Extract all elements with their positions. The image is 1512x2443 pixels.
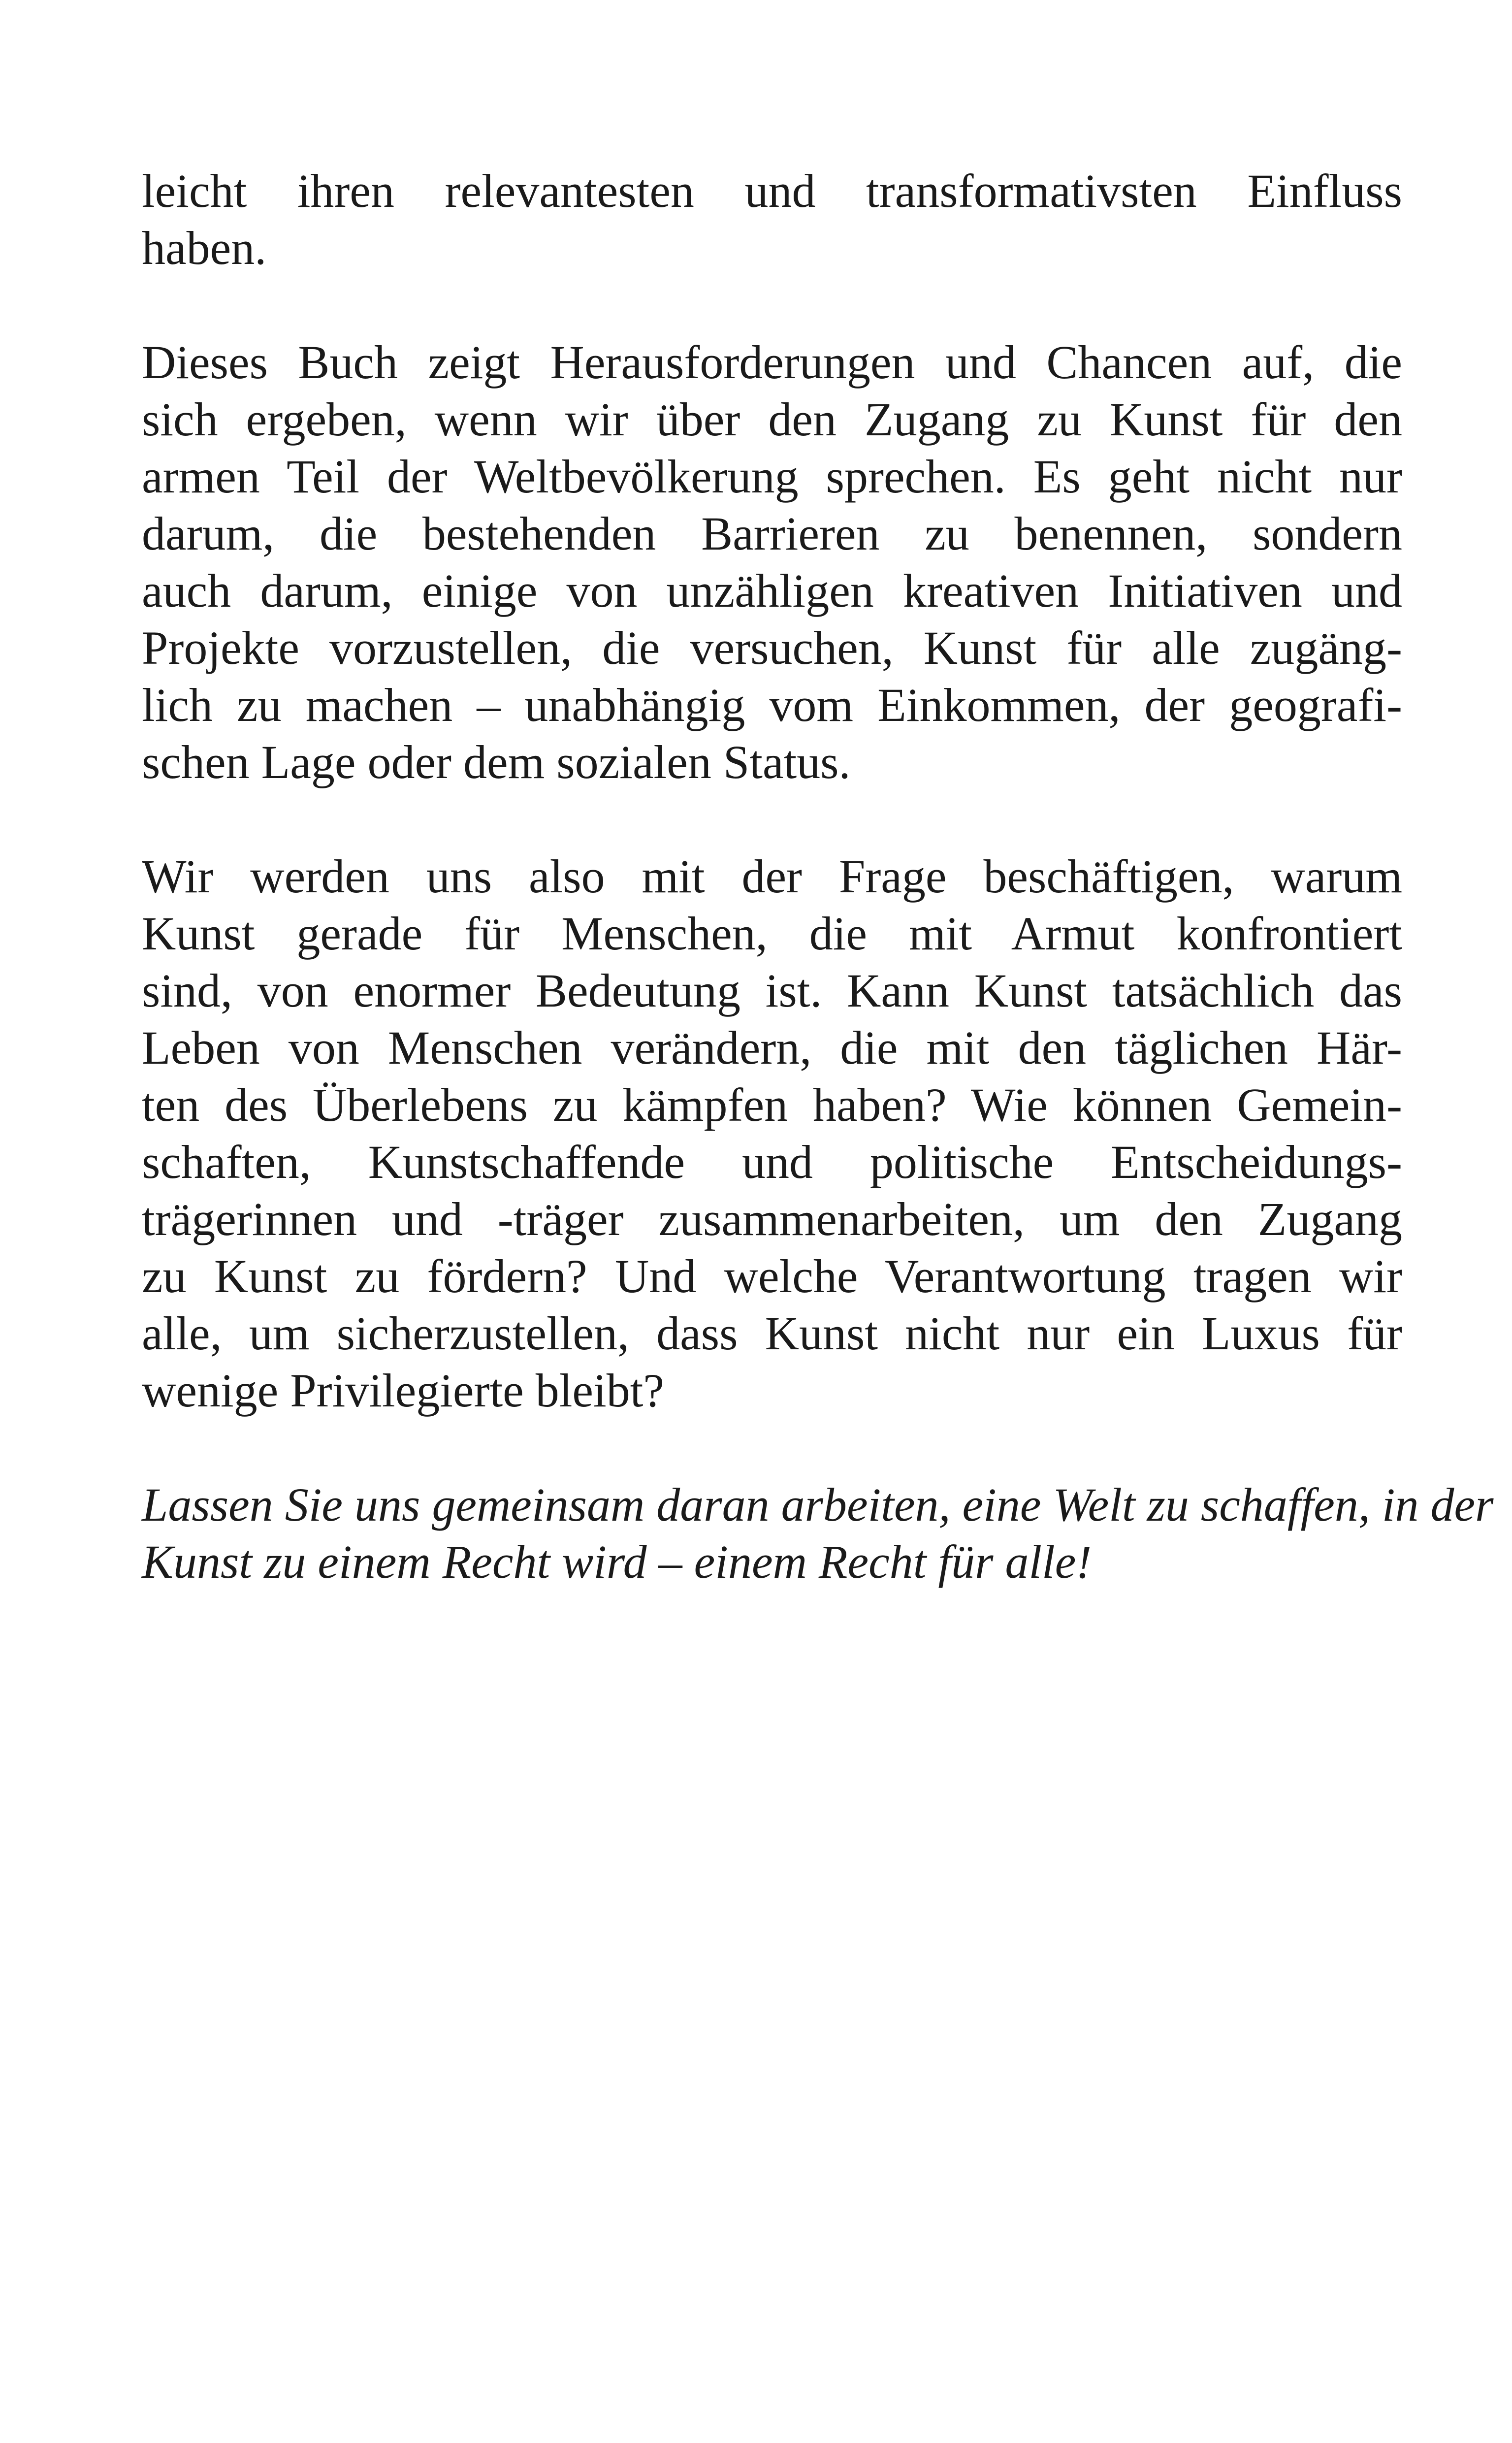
text-line: sich ergeben, wenn wir über den Zugang zu Kunst für den bbox=[142, 393, 1402, 446]
text-line: Kunst gerade für Menschen, die mit Armut konfrontiert bbox=[142, 907, 1402, 960]
text-line: trägerinnen und -träger zusammenarbeiten, um den Zugang bbox=[142, 1193, 1402, 1245]
text-line: auch darum, einige von unzähligen kreativen Initiativen und bbox=[142, 564, 1402, 617]
text-line: wenige Privilegierte bleibt? bbox=[142, 1364, 664, 1417]
text-line: ten des Überlebens zu kämpfen haben? Wie können Gemein- bbox=[142, 1078, 1402, 1131]
paragraph-2 bbox=[142, 334, 1402, 791]
body-text bbox=[142, 163, 1494, 1648]
text-line: Projekte vorzustellen, die versuchen, Kunst für alle zugäng- bbox=[142, 621, 1402, 674]
text-line: Kunst zu einem Recht wird – einem Recht für alle! bbox=[142, 1535, 1092, 1588]
text-line: Wir werden uns also mit der Frage beschäftigen, warum bbox=[142, 850, 1402, 903]
text-line: sind, von enormer Bedeutung ist. Kann Kunst tatsächlich das bbox=[142, 964, 1402, 1017]
text-line: Lassen Sie uns gemeinsam daran arbeiten, eine Welt zu schaffen, in der bbox=[142, 1478, 1494, 1531]
text-line: haben. bbox=[142, 222, 267, 274]
text-line: Leben von Menschen verändern, die mit den täglichen Här- bbox=[142, 1021, 1402, 1074]
paragraph-3 bbox=[142, 848, 1402, 1419]
text-line: schaften, Kunstschaffende und politische Entscheidungs- bbox=[142, 1136, 1402, 1188]
closing-paragraph bbox=[142, 1476, 1494, 1591]
text-line: alle, um sicherzustellen, dass Kunst nicht nur ein Luxus für bbox=[142, 1307, 1402, 1360]
text-line: Dieses Buch zeigt Herausforderungen und Chancen auf, die bbox=[142, 336, 1402, 389]
text-line: armen Teil der Weltbevölkerung sprechen. Es geht nicht nur bbox=[142, 450, 1402, 503]
text-line: lich zu machen – unabhängig vom Einkommen, der geografi- bbox=[142, 679, 1402, 731]
paragraph-1 bbox=[142, 163, 1402, 277]
text-line: darum, die bestehenden Barrieren zu benennen, sondern bbox=[142, 507, 1402, 560]
text-line: schen Lage oder dem sozialen Status. bbox=[142, 736, 851, 788]
text-line: leicht ihren relevantesten und transformativsten Einfluss bbox=[142, 164, 1402, 217]
text-line: zu Kunst zu fördern? Und welche Verantwortung tragen wir bbox=[142, 1250, 1402, 1303]
